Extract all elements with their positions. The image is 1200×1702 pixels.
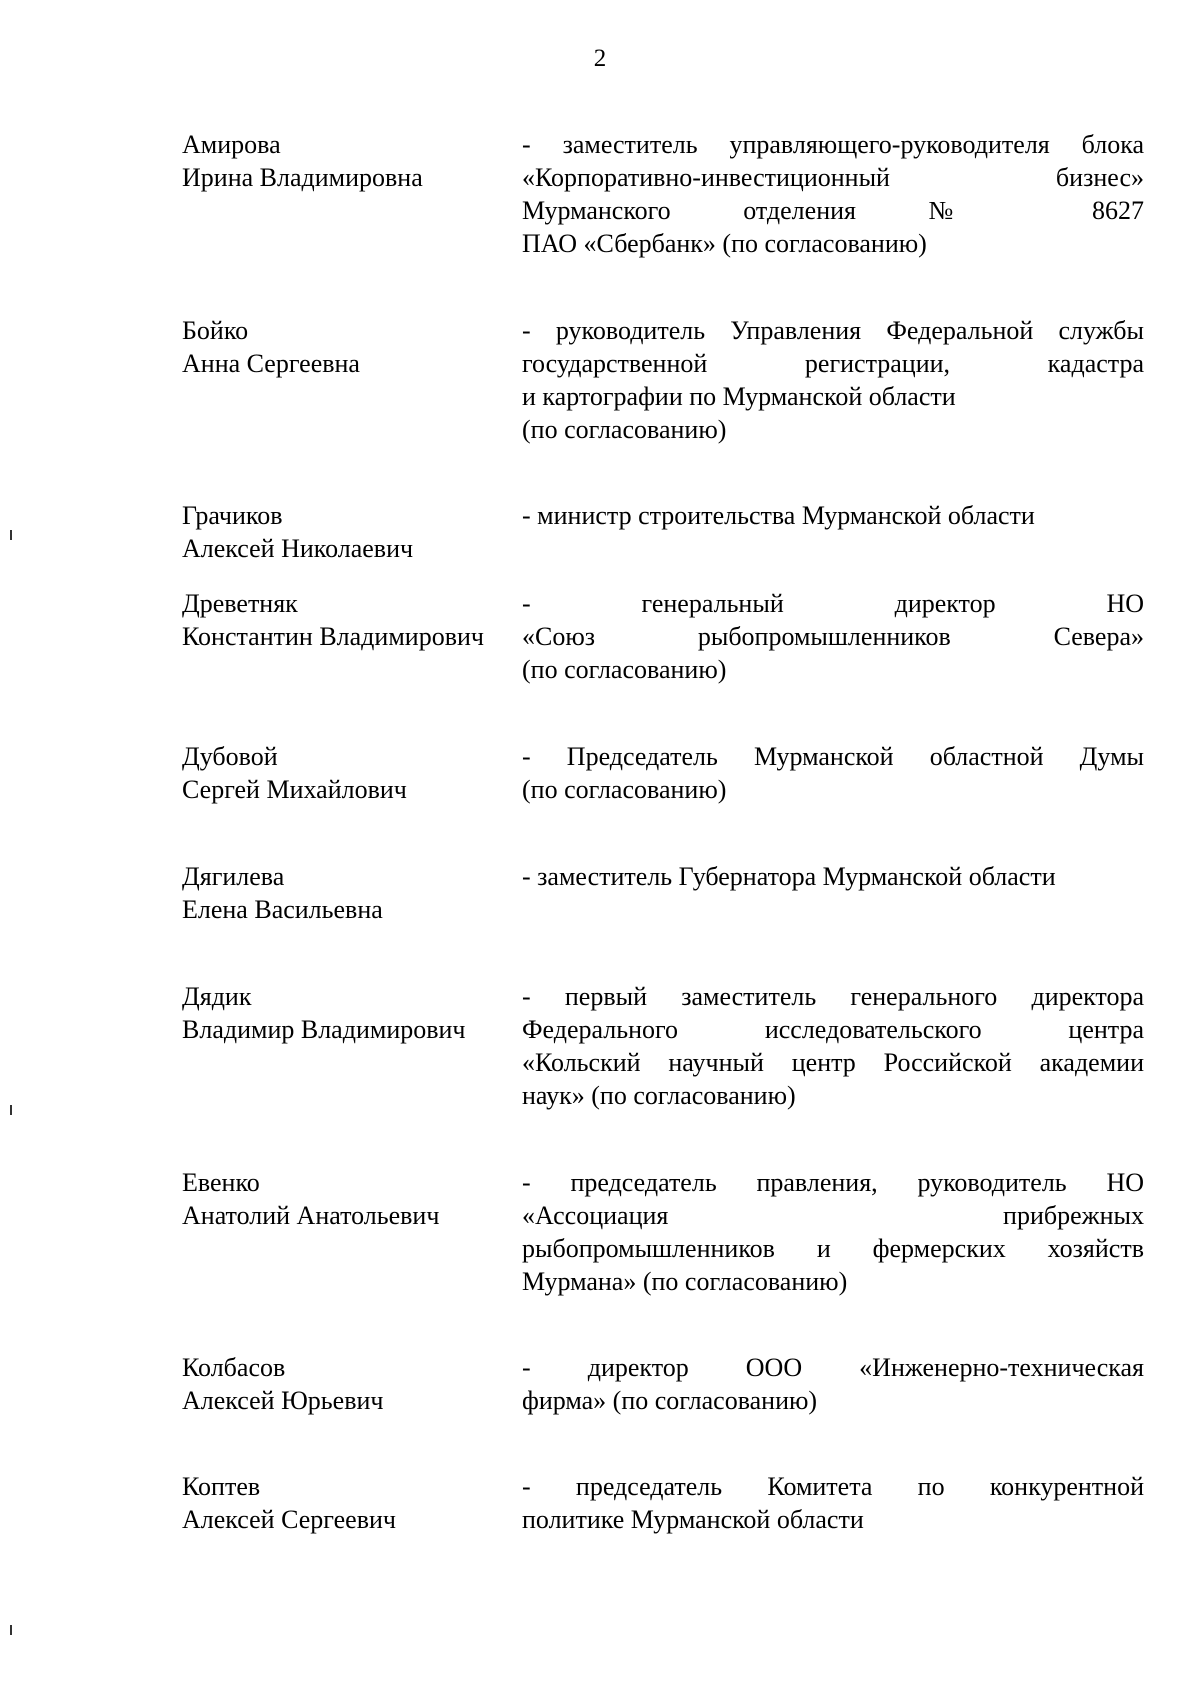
member-entry-dyagileva [182,860,1144,926]
role-line: «Союз рыбопромышленников Севера» [522,622,1144,651]
member-role [522,1470,1144,1536]
member-given-names: Ирина Владимировна [182,163,423,192]
role-line: (по согласованию) [522,655,727,684]
role-line: - руководитель Управления Федеральной службы [522,316,1144,345]
member-surname: Древетняк [182,589,298,618]
role-line: «Корпоративно-инвестиционный бизнес» [522,163,1144,192]
member-surname: Дягилева [182,862,285,891]
member-given-names: Сергей Михайлович [182,775,407,804]
member-role [522,980,1144,1112]
role-line: - первый заместитель генерального директора [522,982,1144,1011]
member-role [522,587,1144,686]
role-line: - председатель Комитета по конкурентной [522,1472,1144,1501]
member-role [522,1166,1144,1298]
member-given-names: Елена Васильевна [182,895,383,924]
role-line: рыбопромышленников и фермерских хозяйств [522,1234,1144,1263]
member-role [522,860,1144,926]
member-name [182,128,522,260]
member-name [182,1351,522,1417]
member-role [522,740,1144,806]
member-surname: Колбасов [182,1353,286,1382]
scan-artifact [10,1105,12,1115]
member-role [522,314,1144,446]
member-given-names: Алексей Николаевич [182,534,414,563]
role-line: фирма» (по согласованию) [522,1386,818,1415]
role-line: ПАО «Сбербанк» (по согласованию) [522,229,927,258]
role-line: - заместитель Губернатора Мурманской области [522,862,1056,891]
role-line: - министр строительства Мурманской области [522,501,1035,530]
member-role [522,499,1144,565]
member-entry-grachikov [182,499,1144,565]
member-entry-kolbasov [182,1351,1144,1417]
member-surname: Дубовой [182,742,278,771]
member-surname: Евенко [182,1168,260,1197]
member-surname: Бойко [182,316,249,345]
role-line: Мурманского отделения № 8627 [522,196,1144,225]
member-entry-dubovoy [182,740,1144,806]
member-name [182,499,522,565]
role-line: - генеральный директор НО [522,589,1144,618]
role-line: Мурмана» (по согласованию) [522,1267,848,1296]
member-name [182,860,522,926]
role-line: (по согласованию) [522,415,727,444]
member-entry-drevetnyak [182,587,1144,686]
member-name [182,740,522,806]
member-given-names: Константин Владимирович [182,622,484,651]
member-given-names: Анна Сергеевна [182,349,360,378]
role-line: (по согласованию) [522,775,727,804]
member-entry-amirova [182,128,1144,260]
scan-artifact [10,1625,12,1635]
role-line: и картографии по Мурманской области [522,382,956,411]
member-given-names: Алексей Сергеевич [182,1505,396,1534]
member-entry-dyadik [182,980,1144,1112]
role-line: Федерального исследовательского центра [522,1015,1144,1044]
role-line: «Кольский научный центр Российской академии [522,1048,1144,1077]
member-given-names: Алексей Юрьевич [182,1386,384,1415]
member-name [182,314,522,446]
member-entry-boyko [182,314,1144,446]
scan-artifact [10,530,12,540]
member-name [182,587,522,686]
role-line: политике Мурманской области [522,1505,864,1534]
member-given-names: Владимир Владимирович [182,1015,466,1044]
member-name [182,1470,522,1536]
role-line: - директор ООО «Инженерно-техническая [522,1353,1144,1382]
page-number: 2 [593,45,607,72]
member-surname: Дядик [182,982,252,1011]
member-surname: Амирова [182,130,281,159]
member-surname: Коптев [182,1472,261,1501]
role-line: наук» (по согласованию) [522,1081,796,1110]
member-name [182,1166,522,1298]
member-role [522,1351,1144,1417]
member-role [522,128,1144,260]
role-line: «Ассоциация прибрежных [522,1201,1144,1230]
member-entry-koptev [182,1470,1144,1536]
role-line: - председатель правления, руководитель НО [522,1168,1144,1197]
role-line: - заместитель управляющего-руководителя блока [522,130,1144,159]
member-name [182,980,522,1112]
member-given-names: Анатолий Анатольевич [182,1201,440,1230]
member-entry-evenko [182,1166,1144,1298]
role-line: государственной регистрации, кадастра [522,349,1144,378]
role-line: - Председатель Мурманской областной Думы [522,742,1144,771]
member-surname: Грачиков [182,501,283,530]
